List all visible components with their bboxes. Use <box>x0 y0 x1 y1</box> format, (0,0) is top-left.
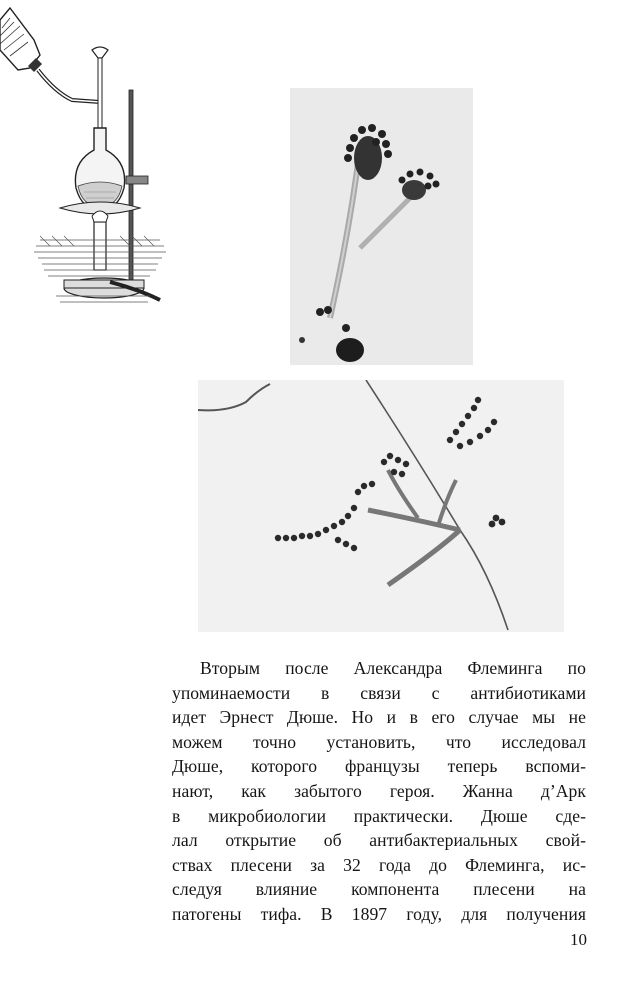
text-line: нают, как забытого героя. Жанна д’Арк <box>172 780 586 801</box>
flask-illustration <box>0 0 170 315</box>
text-line: Дюше, которого французы теперь вспоми- <box>172 756 586 777</box>
text-line: патогены тифа. В 1897 году, для получения <box>172 903 586 924</box>
text-line: упоминаемости в связи с антибиотиками <box>172 682 586 703</box>
page-number: 10 <box>570 930 587 949</box>
body-paragraph <box>172 656 586 927</box>
text-line: лал открытие об антибактериальных свой- <box>172 830 586 851</box>
micrograph-bottom <box>198 380 564 632</box>
text-line: в микробиологии практически. Дюше сде- <box>172 805 586 826</box>
text-line: Вторым после Александра Флеминга по <box>200 658 586 678</box>
text-line: идет Эрнест Дюше. Но и в его случае мы не <box>172 707 586 728</box>
micrograph-top <box>290 88 473 365</box>
text-line: можем точно установить, что исследовал <box>172 731 586 752</box>
text-line: ствах плесени за 32 года до Флеминга, ис- <box>172 854 586 875</box>
text-line: следуя влияние компонента плесени на <box>172 879 586 900</box>
